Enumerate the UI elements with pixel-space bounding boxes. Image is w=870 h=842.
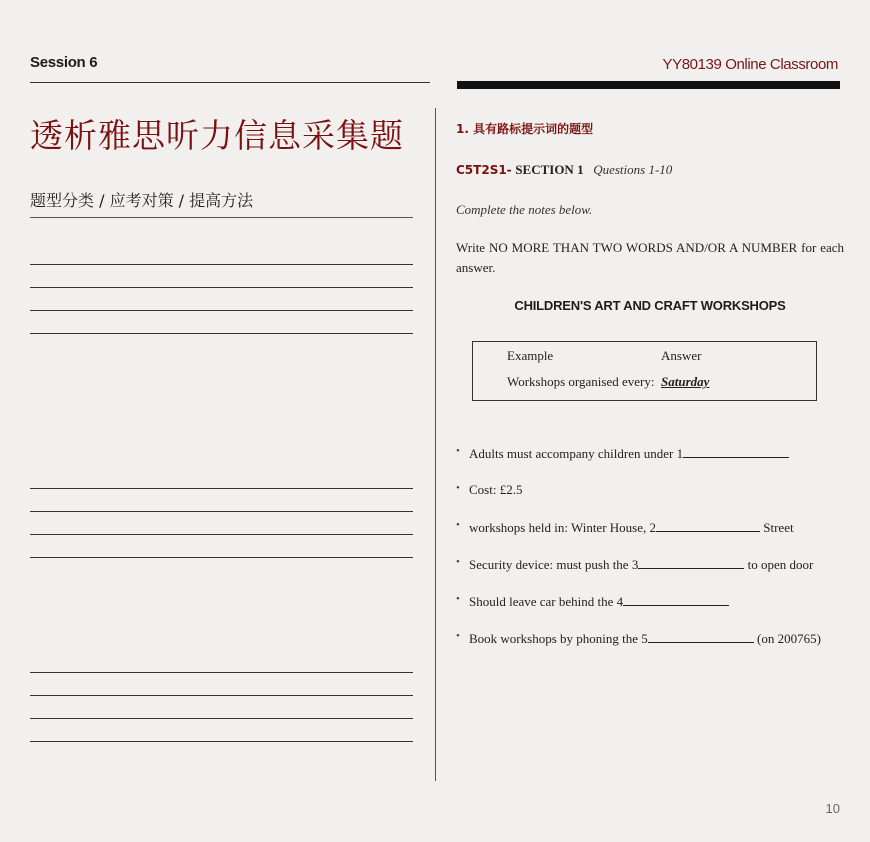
bullet-icon: • [456, 556, 460, 568]
example-label: Example [507, 348, 554, 363]
notes-list [456, 445, 821, 667]
page-title: 透析雅思听力信息采集题 [30, 116, 404, 155]
header-bar [457, 81, 840, 89]
questions-range: Questions 1-10 [593, 162, 673, 177]
answer-blank-5[interactable] [648, 630, 754, 643]
column-divider [435, 108, 436, 781]
item-text-after: Street [760, 520, 794, 535]
item-text-after: to open door [744, 557, 814, 572]
answer-label: Answer [661, 348, 702, 363]
item-text: Cost: £2.5 [469, 482, 523, 497]
item-text: Adults must accompany children under 1 [469, 446, 684, 461]
session-label: Session 6 [30, 54, 98, 71]
answer-blank-2[interactable] [656, 519, 760, 532]
bullet-icon: • [456, 519, 460, 531]
item-text: workshops held in: Winter House, 2 [469, 520, 656, 535]
section-label: SECTION 1 [515, 162, 584, 177]
classroom-label: YY80139 Online Classroom [662, 56, 838, 73]
instruction-complete: Complete the notes below. [456, 202, 593, 217]
note-line [30, 333, 413, 334]
note-line [30, 557, 413, 558]
list-item [456, 630, 821, 667]
item-text-after: (on 200765) [753, 631, 821, 646]
subtitle-rule [30, 217, 413, 218]
note-line [30, 534, 413, 535]
item-text: Book workshops by phoning the 5 [469, 631, 648, 646]
list-item [456, 445, 821, 482]
note-line [30, 488, 413, 489]
list-item [456, 593, 821, 630]
list-item [456, 556, 821, 593]
answer-blank-3[interactable] [638, 556, 744, 569]
section-code: C5T2S1- [456, 163, 512, 177]
list-item [456, 519, 821, 556]
note-line [30, 511, 413, 512]
answer-blank-1[interactable] [683, 445, 789, 458]
note-line [30, 310, 413, 311]
bullet-icon: • [456, 630, 460, 642]
note-line [30, 695, 413, 696]
note-line [30, 741, 413, 742]
note-line [30, 672, 413, 673]
note-line [30, 287, 413, 288]
list-item [456, 482, 821, 519]
section-line [456, 162, 672, 178]
page-number: 10 [825, 801, 840, 816]
header-rule [30, 82, 430, 83]
bullet-icon: • [456, 482, 460, 494]
note-line [30, 718, 413, 719]
item-text: Security device: must push the 3 [469, 557, 639, 572]
question-type-heading: 1. 具有路标提示词的题型 [456, 122, 594, 136]
bullet-icon: • [456, 593, 460, 605]
page-subtitle: 题型分类 / 应考对策 / 提高方法 [30, 191, 254, 210]
notes-title: CHILDREN'S ART AND CRAFT WORKSHOPS [514, 298, 786, 313]
answer-blank-4[interactable] [623, 593, 729, 606]
example-question: Workshops organised every: [507, 374, 655, 389]
instruction-word-limit: Write NO MORE THAN TWO WORDS AND/OR A NUMBER for each answer. [456, 240, 844, 275]
example-answer: Saturday [661, 374, 710, 389]
note-line [30, 264, 413, 265]
bullet-icon: • [456, 445, 460, 457]
item-text: Should leave car behind the 4 [469, 594, 624, 609]
example-box [472, 341, 817, 401]
